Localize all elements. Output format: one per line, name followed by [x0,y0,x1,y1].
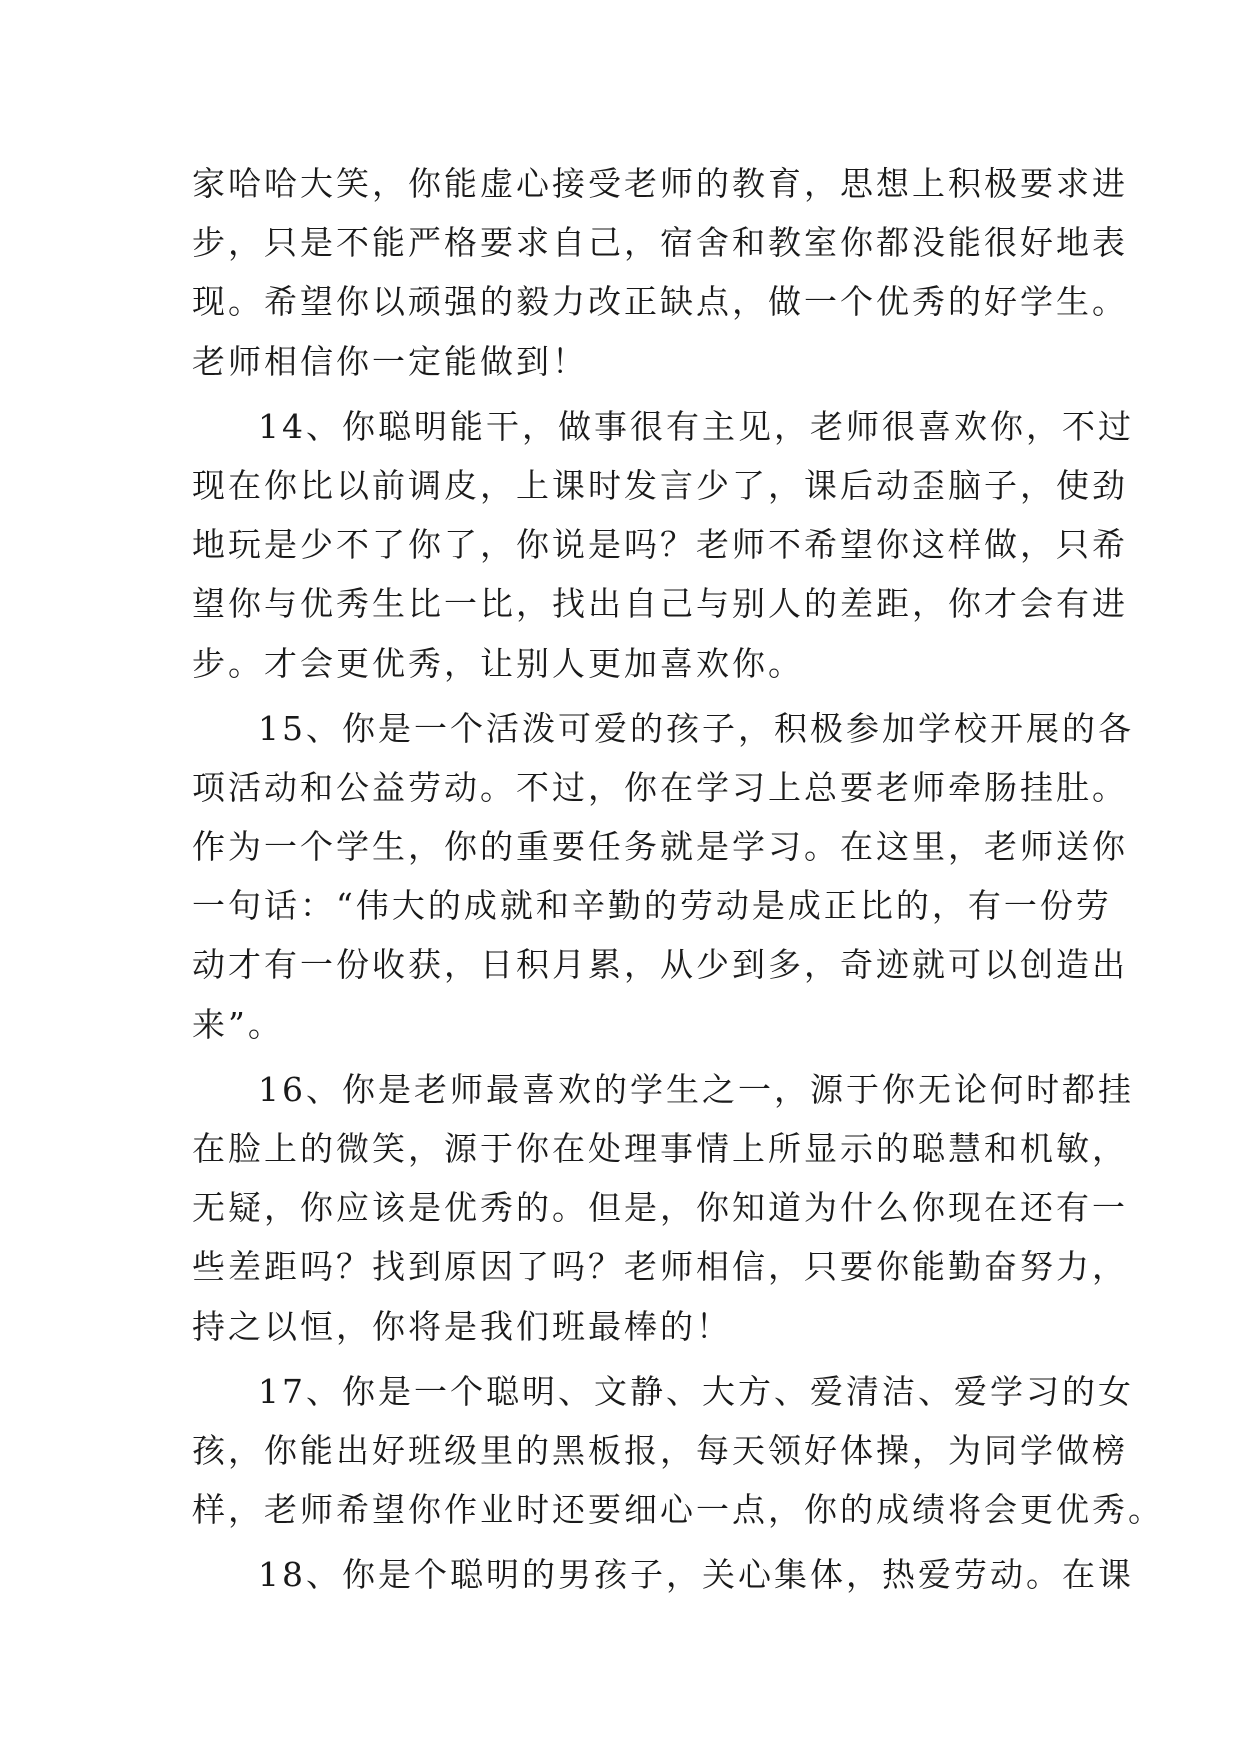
text-line: 16、你是老师最喜欢的学生之一，源于你无论何时都挂 [258,1069,1134,1109]
text-line: 无疑，你应该是优秀的。但是，你知道为什么你现在还有一 [192,1188,1128,1228]
text-line: 在脸上的微笑，源于你在处理事情上所显示的聪慧和机敏， [192,1129,1128,1168]
text-line: 步。才会更优秀，让别人更加喜欢你。 [192,643,804,683]
text-line: 14、你聪明能干，做事很有主见，老师很喜欢你，不过 [258,406,1134,446]
paragraph-16 [192,1060,1134,1356]
paragraph-14 [192,397,1134,693]
text-line: 现。希望你以顽强的毅力改正缺点，做一个优秀的好学生。 [192,282,1128,322]
text-line: 地玩是少不了你了，你说是吗？老师不希望你这样做，只希 [192,525,1128,565]
text-line: 15、你是一个活泼可爱的孩子，积极参加学校开展的各 [258,708,1134,748]
text-line: 样，老师希望你作业时还要细心一点，你的成绩将会更优秀。 [192,1490,1164,1530]
text-line: 望你与优秀生比一比，找出自己与别人的差距，你才会有进 [192,584,1128,624]
paragraph-18 [192,1545,1134,1604]
text-line: 现在你比以前调皮，上课时发言少了，课后动歪脑子，使劲 [192,465,1128,505]
text-line: 一句话：“伟大的成就和辛勤的劳动是成正比的，有一份劳 [192,886,1112,926]
text-line: 17、你是一个聪明、文静、大方、爱清洁、爱学习的女 [258,1371,1134,1411]
text-line: 来”。 [192,1004,284,1044]
text-line: 项活动和公益劳动。不过，你在学习上总要老师牵肠挂肚。 [192,767,1128,807]
text-line: 老师相信你一定能做到！ [192,341,588,381]
text-line: 动才有一份收获，日积月累，从少到多，奇迹就可以创造出 [192,945,1128,985]
text-line: 孩，你能出好班级里的黑板报，每天领好体操，为同学做榜 [192,1430,1128,1470]
text-line: 家哈哈大笑，你能虚心接受老师的教育，思想上积极要求进 [192,164,1128,203]
text-line: 步，只是不能严格要求自己，宿舍和教室你都没能很好地表 [192,223,1128,263]
paragraph-15 [192,699,1134,1054]
paragraph [192,154,1128,391]
text-line: 18、你是个聪明的男孩子，关心集体，热爱劳动。在课 [258,1555,1134,1595]
document-body [192,154,1164,1605]
text-line: 作为一个学生，你的重要任务就是学习。在这里，老师送你 [192,827,1128,867]
paragraph-17 [192,1362,1164,1540]
text-line: 持之以恒，你将是我们班最棒的！ [192,1306,732,1346]
text-line: 些差距吗？找到原因了吗？老师相信，只要你能勤奋努力， [192,1247,1128,1287]
